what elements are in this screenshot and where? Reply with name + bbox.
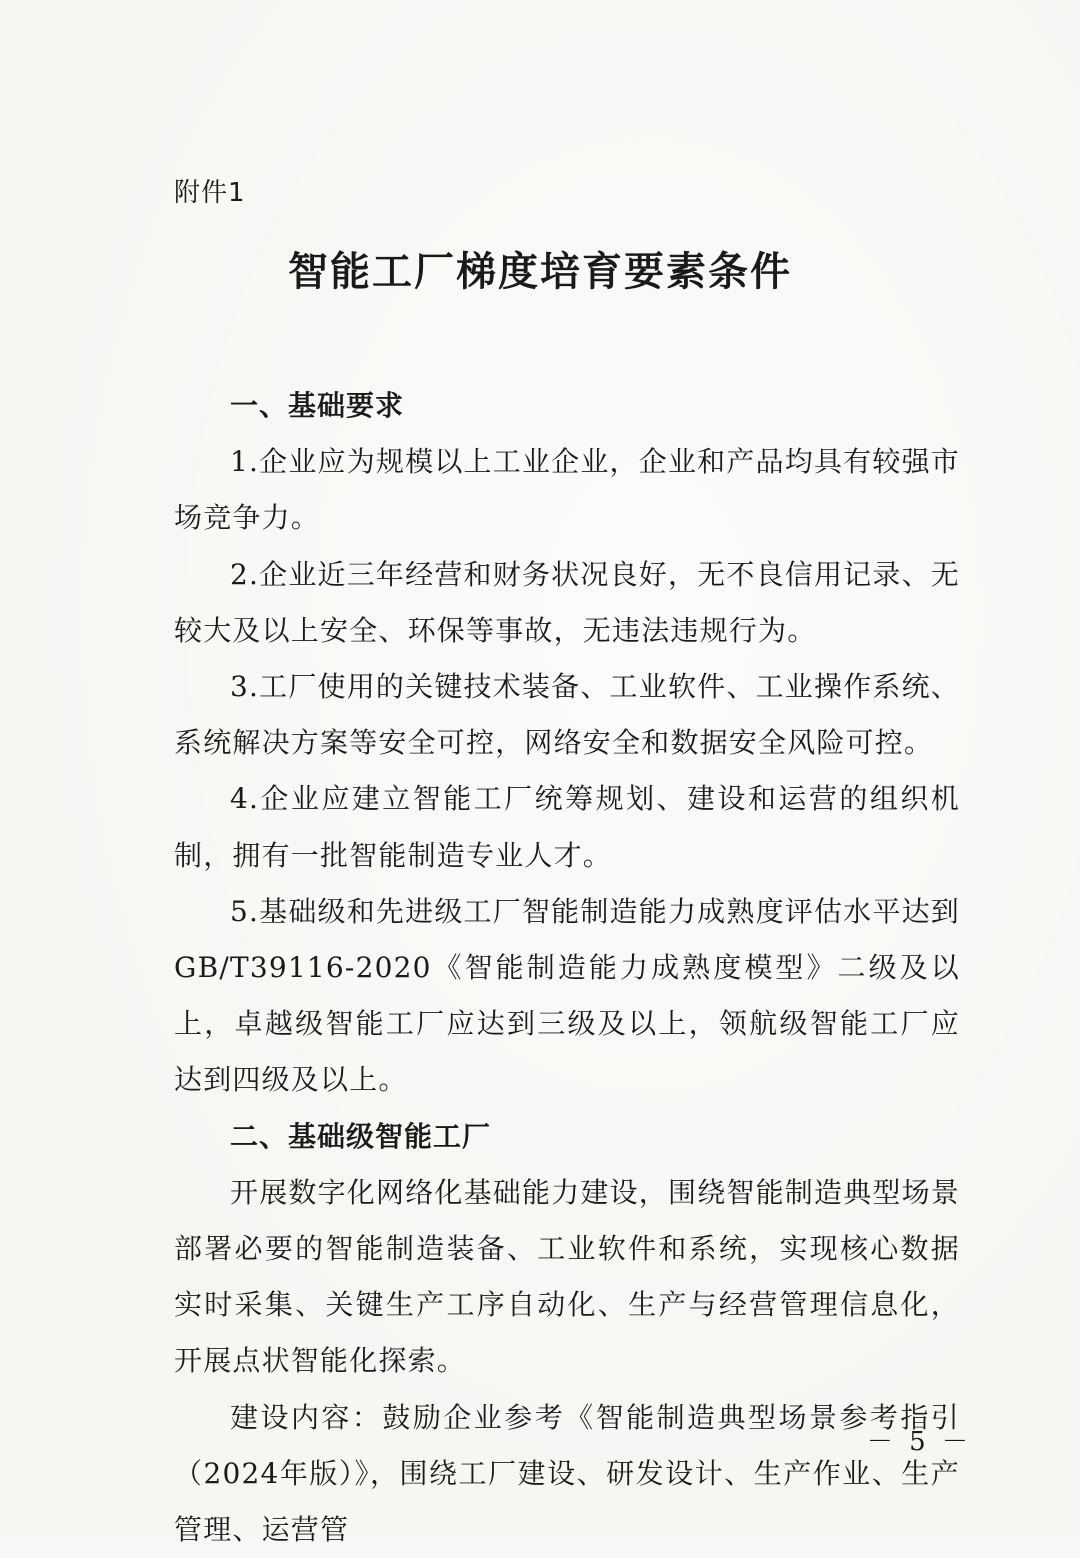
requirement-item-2: 2.企业近三年经营和财务状况良好，无不良信用记录、无较大及以上安全、环保等事故，无违法违规行为。 — [174, 557, 960, 647]
requirement-item-4: 4.企业应建立智能工厂统筹规划、建设和运营的组织机制，拥有一批智能制造专业人才。 — [174, 782, 960, 872]
attachment-label: 附件1 — [174, 178, 246, 208]
requirement-item-3: 3.工厂使用的关键技术装备、工业软件、工业操作系统、系统解决方案等安全可控，网络安全和数据安全风险可控。 — [174, 670, 960, 760]
document-title: 智能工厂梯度培育要素条件 — [288, 249, 792, 295]
basic-level-paragraph-1: 开展数字化网络化基础能力建设，围绕智能制造典型场景部署必要的智能制造装备、工业软件和系统，实现核心数据实时采集、关键生产工序自动化、生产与经营管理信息化，开展点状智能化探索。 — [174, 1175, 961, 1378]
page-number: － 5 － — [866, 1427, 972, 1457]
section-heading-basic-requirements: 一、基础要求 — [230, 389, 405, 422]
requirement-item-5: 5.基础级和先进级工厂智能制造能力成熟度评估水平达到GB/T39116-2020《智能制造能力成熟度模型》二级及以上，卓越级智能工厂应达到三级及以上，领航级智能工厂应达到四级及以上。 — [174, 894, 960, 1097]
section-heading-basic-level-factory: 二、基础级智能工厂 — [230, 1119, 492, 1153]
requirement-item-1: 1.企业应为规模以上工业企业，企业和产品均具有较强市场竞争力。 — [174, 445, 960, 535]
document-body — [174, 378, 960, 1558]
basic-level-paragraph-2: 建设内容：鼓励企业参考《智能制造典型场景参考指引（2024年版）》，围绕工厂建设、研发设计、生产作业、生产管理、运营管 — [174, 1400, 960, 1547]
